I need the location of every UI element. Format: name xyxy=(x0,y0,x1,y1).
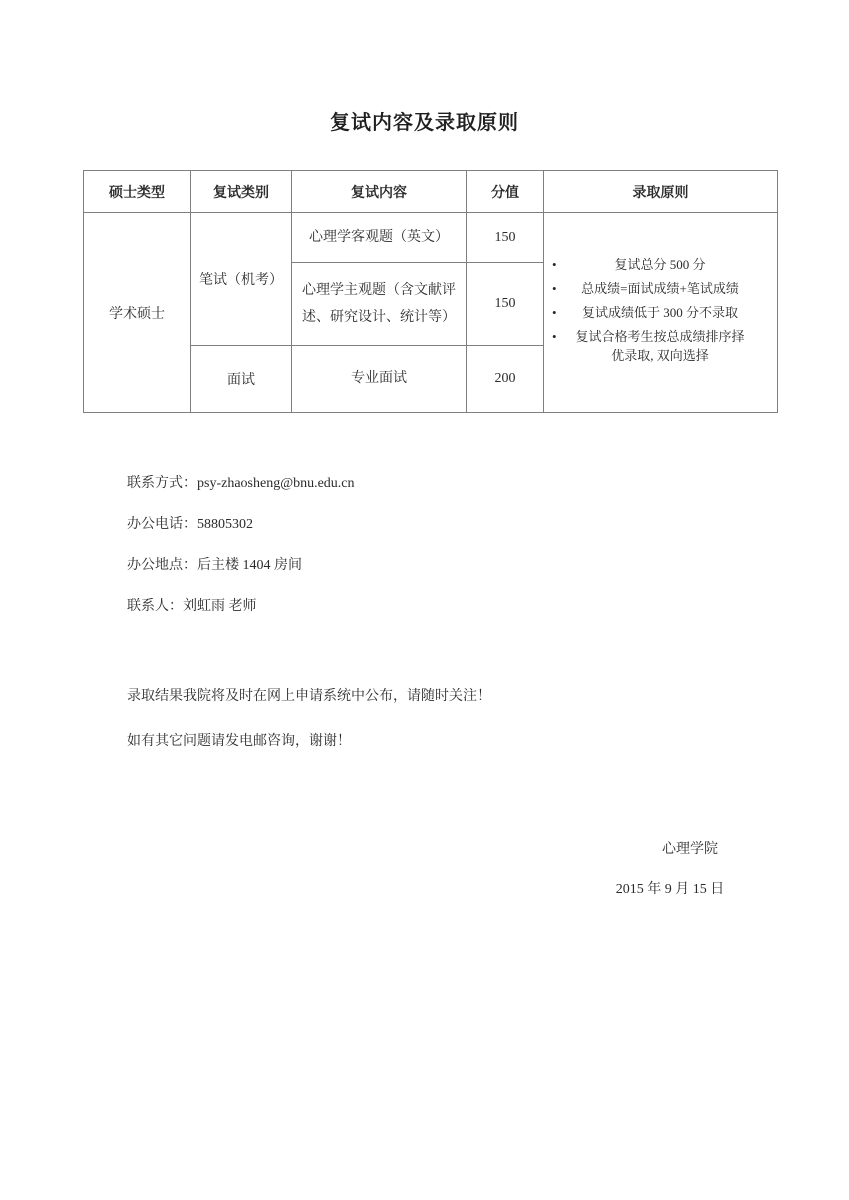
contact-method-line xyxy=(127,474,355,515)
list-item xyxy=(548,303,773,322)
contact-person-line xyxy=(127,597,355,638)
bullet-icon: • xyxy=(552,329,557,344)
signature-organization: 心理学院 xyxy=(662,842,718,857)
contact-phone-label: 办公电话： xyxy=(127,517,197,532)
header-admission-principle: 录取原则 xyxy=(544,171,778,213)
cell-content-subjective: 心理学主观题（含文献评述、研究设计、统计等） xyxy=(292,263,467,346)
contact-info-block xyxy=(127,474,355,638)
note-result-announcement: 录取结果我院将及时在网上申请系统中公布，请随时关注！ xyxy=(127,689,491,704)
cell-master-type: 学术硕士 xyxy=(84,213,191,413)
principle-text: 复试总分 500 分 xyxy=(614,257,706,272)
cell-score-subjective: 150 xyxy=(467,263,544,346)
signature-date: 2015 年 9 月 15 日 xyxy=(615,882,725,897)
list-item xyxy=(548,255,773,274)
header-review-category: 复试类别 xyxy=(191,171,292,213)
principle-text: 复试合格考生按总成绩排序择优录取, 双向选择 xyxy=(575,329,745,363)
bullet-icon: • xyxy=(552,281,557,296)
review-content-table xyxy=(83,170,778,413)
contact-person: 刘虹雨 老师 xyxy=(183,599,257,614)
contact-method-label: 联系方式： xyxy=(127,476,197,491)
header-master-type: 硕士类型 xyxy=(84,171,191,213)
contact-location-line xyxy=(127,556,355,597)
principle-text: 总成绩=面试成绩+笔试成绩 xyxy=(581,281,739,296)
bullet-icon: • xyxy=(552,305,557,320)
cell-score-interview: 200 xyxy=(467,346,544,413)
list-item xyxy=(548,327,773,365)
admission-principles-list xyxy=(548,255,773,365)
principle-text: 复试成绩低于 300 分不录取 xyxy=(581,305,738,320)
header-score: 分值 xyxy=(467,171,544,213)
table-header-row xyxy=(84,171,778,213)
note-other-questions: 如有其它问题请发电邮咨询，谢谢！ xyxy=(127,734,351,749)
bullet-icon: • xyxy=(552,257,557,272)
cell-category-interview: 面试 xyxy=(191,346,292,413)
list-item xyxy=(548,279,773,298)
cell-category-written: 笔试（机考） xyxy=(191,213,292,346)
contact-location-label: 办公地点： xyxy=(127,558,197,573)
contact-location: 后主楼 1404 房间 xyxy=(197,558,302,573)
table-row xyxy=(84,213,778,263)
contact-person-label: 联系人： xyxy=(127,599,183,614)
contact-phone: 58805302 xyxy=(197,517,253,532)
cell-admission-principles xyxy=(544,213,778,413)
notes-block xyxy=(127,687,491,777)
cell-score-objective: 150 xyxy=(467,213,544,263)
contact-email: psy-zhaosheng@bnu.edu.cn xyxy=(197,476,355,491)
contact-phone-line xyxy=(127,515,355,556)
page-title: 复试内容及录取原则 xyxy=(330,112,519,134)
cell-content-objective: 心理学客观题（英文） xyxy=(292,213,467,263)
header-review-content: 复试内容 xyxy=(292,171,467,213)
cell-content-interview: 专业面试 xyxy=(292,346,467,413)
